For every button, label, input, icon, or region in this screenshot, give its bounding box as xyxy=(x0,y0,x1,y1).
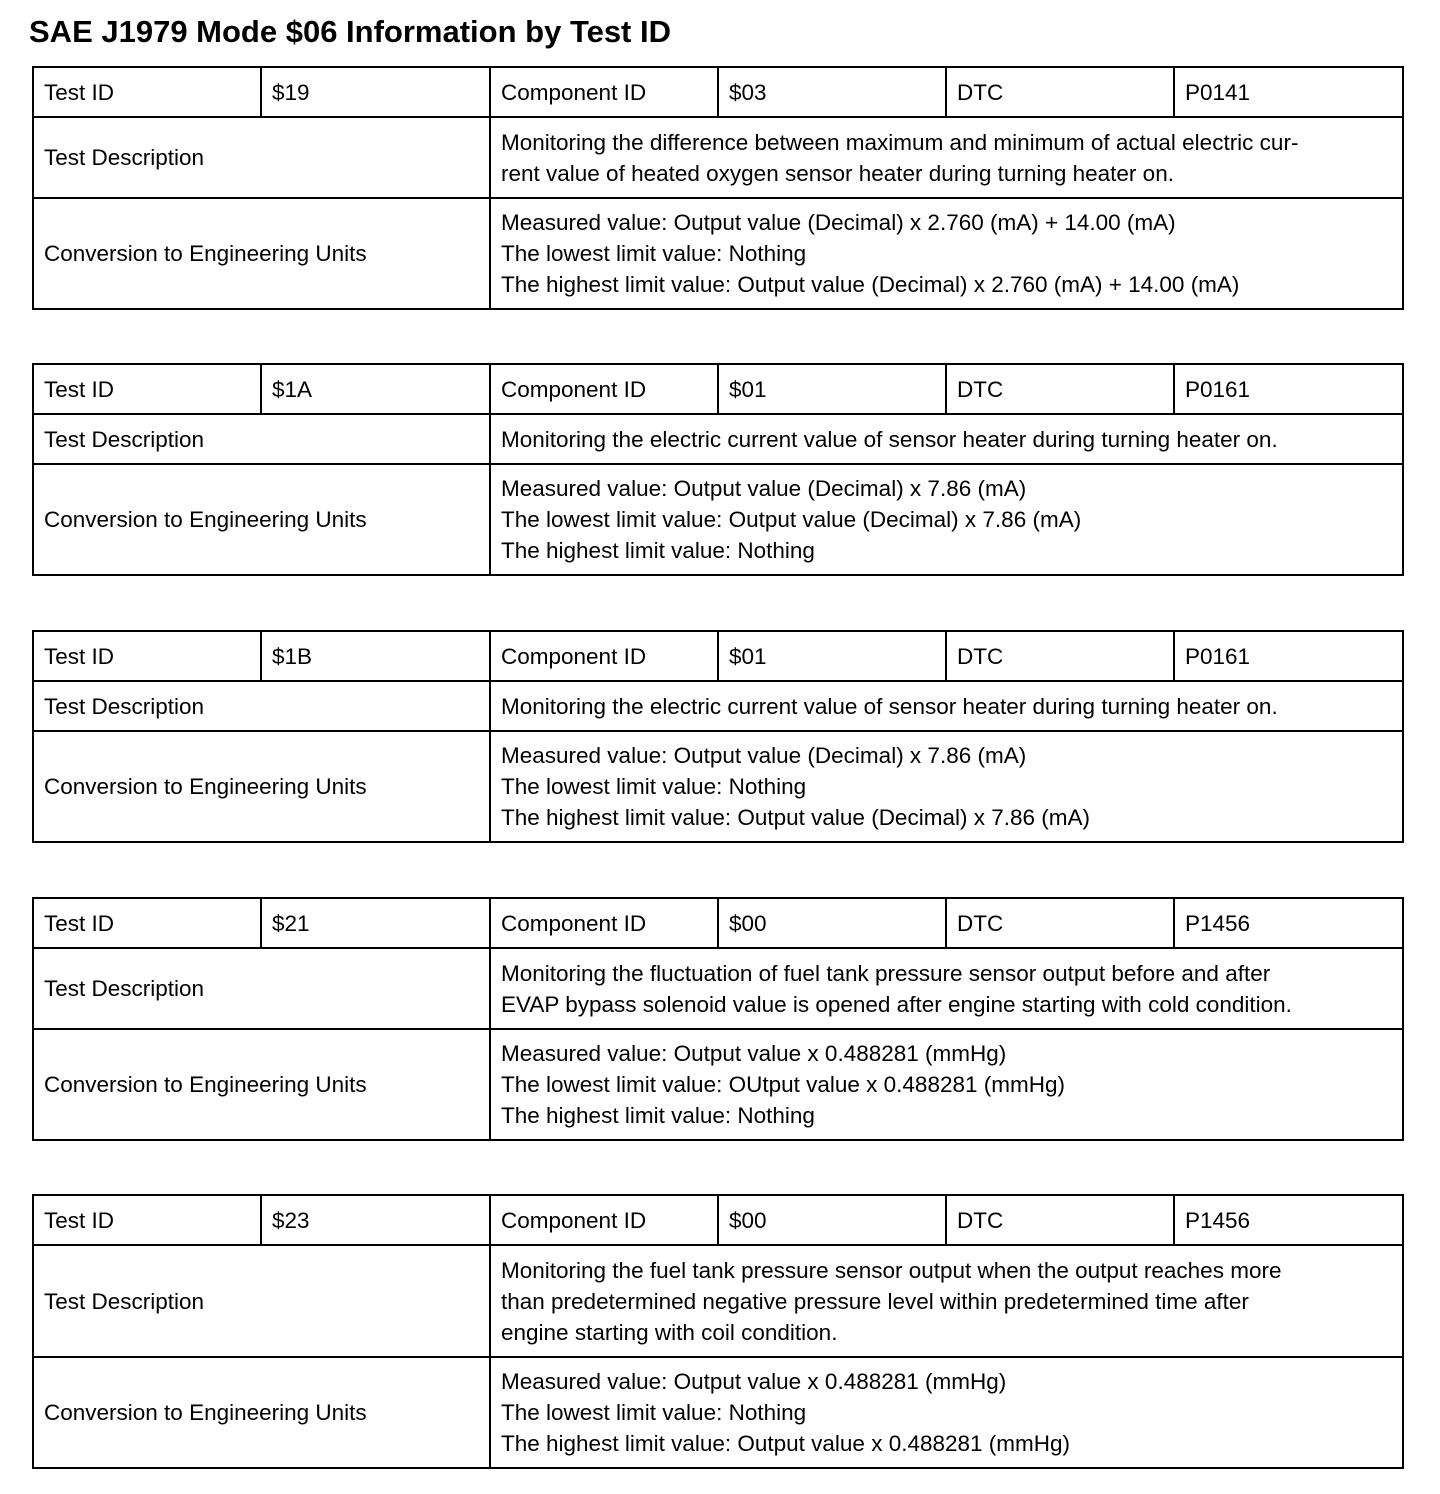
conversion-row xyxy=(33,731,1403,842)
header-row xyxy=(33,67,1403,117)
highest-limit-line: The highest limit value: Nothing xyxy=(501,1103,815,1128)
test-id-value: $21 xyxy=(261,898,490,948)
test-id-label: Test ID xyxy=(33,1195,261,1245)
test-description-label: Test Description xyxy=(33,414,490,464)
conversion-row xyxy=(33,464,1403,575)
description-line: engine starting with coil condition. xyxy=(501,1319,838,1345)
test-description-label: Test Description xyxy=(33,117,490,198)
component-id-label: Component ID xyxy=(490,67,718,117)
dtc-value: P0141 xyxy=(1174,67,1403,117)
lowest-limit-line: The lowest limit value: OUtput value x 0.488281 (mmHg) xyxy=(501,1072,1065,1097)
description-row xyxy=(33,681,1403,731)
description-line: Monitoring the fluctuation of fuel tank pressure sensor output before and after xyxy=(501,960,1271,986)
test-description-text xyxy=(490,117,1403,198)
highest-limit-line: The highest limit value: Output value (Decimal) x 2.760 (mA) + 14.00 (mA) xyxy=(501,272,1240,297)
component-id-value: $03 xyxy=(718,67,946,117)
component-id-value: $00 xyxy=(718,898,946,948)
test-id-label: Test ID xyxy=(33,67,261,117)
dtc-label: DTC xyxy=(946,631,1174,681)
test-id-table xyxy=(32,897,1404,1141)
test-id-label: Test ID xyxy=(33,364,261,414)
test-id-value: $19 xyxy=(261,67,490,117)
test-id-value: $23 xyxy=(261,1195,490,1245)
description-line: Monitoring the electric current value of sensor heater during turning heater on. xyxy=(501,426,1278,452)
lowest-limit-line: The lowest limit value: Nothing xyxy=(501,241,807,266)
header-row xyxy=(33,364,1403,414)
description-row xyxy=(33,1245,1403,1357)
component-id-label: Component ID xyxy=(490,631,718,681)
header-row xyxy=(33,898,1403,948)
dtc-label: DTC xyxy=(946,67,1174,117)
measured-value-line: Measured value: Output value (Decimal) x 7.86 (mA) xyxy=(501,743,1027,768)
test-id-table xyxy=(32,1194,1404,1469)
lowest-limit-line: The lowest limit value: Output value (Decimal) x 7.86 (mA) xyxy=(501,507,1082,532)
description-line: EVAP bypass solenoid value is opened after engine starting with cold condition. xyxy=(501,991,1292,1017)
test-description-label: Test Description xyxy=(33,948,490,1029)
highest-limit-line: The highest limit value: Nothing xyxy=(501,538,815,563)
description-line: rent value of heated oxygen sensor heater during turning heater on. xyxy=(501,160,1174,186)
measured-value-line: Measured value: Output value x 0.488281 (mmHg) xyxy=(501,1041,1007,1066)
test-id-table xyxy=(32,66,1404,310)
highest-limit-line: The highest limit value: Output value (Decimal) x 7.86 (mA) xyxy=(501,805,1090,830)
description-line: Monitoring the difference between maximum and minimum of actual electric cur- xyxy=(501,129,1299,155)
component-id-label: Component ID xyxy=(490,1195,718,1245)
dtc-label: DTC xyxy=(946,364,1174,414)
test-id-table xyxy=(32,363,1404,576)
dtc-value: P1456 xyxy=(1174,898,1403,948)
test-id-value: $1A xyxy=(261,364,490,414)
test-description-text xyxy=(490,681,1403,731)
test-description-text xyxy=(490,948,1403,1029)
test-id-label: Test ID xyxy=(33,898,261,948)
conversion-label: Conversion to Engineering Units xyxy=(33,1029,490,1140)
conversion-row xyxy=(33,198,1403,309)
measured-value-line: Measured value: Output value (Decimal) x 7.86 (mA) xyxy=(501,476,1027,501)
description-row xyxy=(33,117,1403,198)
description-row xyxy=(33,414,1403,464)
description-line: Monitoring the fuel tank pressure sensor output when the output reaches more xyxy=(501,1257,1282,1283)
measured-value-line: Measured value: Output value (Decimal) x 2.760 (mA) + 14.00 (mA) xyxy=(501,210,1176,235)
dtc-value: P0161 xyxy=(1174,631,1403,681)
conversion-label: Conversion to Engineering Units xyxy=(33,731,490,842)
test-description-text xyxy=(490,414,1403,464)
page-title: SAE J1979 Mode $06 Information by Test ID xyxy=(29,14,671,49)
description-row xyxy=(33,948,1403,1029)
description-line: Monitoring the electric current value of sensor heater during turning heater on. xyxy=(501,693,1278,719)
measured-value-line: Measured value: Output value x 0.488281 (mmHg) xyxy=(501,1369,1007,1394)
conversion-text xyxy=(490,1357,1403,1468)
lowest-limit-line: The lowest limit value: Nothing xyxy=(501,1400,807,1425)
conversion-text xyxy=(490,731,1403,842)
conversion-label: Conversion to Engineering Units xyxy=(33,464,490,575)
conversion-row xyxy=(33,1029,1403,1140)
test-description-text xyxy=(490,1245,1403,1357)
test-description-label: Test Description xyxy=(33,1245,490,1357)
dtc-label: DTC xyxy=(946,898,1174,948)
test-id-label: Test ID xyxy=(33,631,261,681)
conversion-text xyxy=(490,464,1403,575)
dtc-value: P0161 xyxy=(1174,364,1403,414)
conversion-row xyxy=(33,1357,1403,1468)
conversion-label: Conversion to Engineering Units xyxy=(33,198,490,309)
conversion-label: Conversion to Engineering Units xyxy=(33,1357,490,1468)
component-id-label: Component ID xyxy=(490,898,718,948)
lowest-limit-line: The lowest limit value: Nothing xyxy=(501,774,807,799)
component-id-value: $01 xyxy=(718,364,946,414)
description-line: than predetermined negative pressure level within predetermined time after xyxy=(501,1288,1249,1314)
test-description-label: Test Description xyxy=(33,681,490,731)
conversion-text xyxy=(490,1029,1403,1140)
test-id-table xyxy=(32,630,1404,843)
dtc-value: P1456 xyxy=(1174,1195,1403,1245)
component-id-label: Component ID xyxy=(490,364,718,414)
component-id-value: $01 xyxy=(718,631,946,681)
component-id-value: $00 xyxy=(718,1195,946,1245)
conversion-text xyxy=(490,198,1403,309)
dtc-label: DTC xyxy=(946,1195,1174,1245)
header-row xyxy=(33,1195,1403,1245)
test-id-value: $1B xyxy=(261,631,490,681)
header-row xyxy=(33,631,1403,681)
highest-limit-line: The highest limit value: Output value x 0.488281 (mmHg) xyxy=(501,1431,1071,1456)
